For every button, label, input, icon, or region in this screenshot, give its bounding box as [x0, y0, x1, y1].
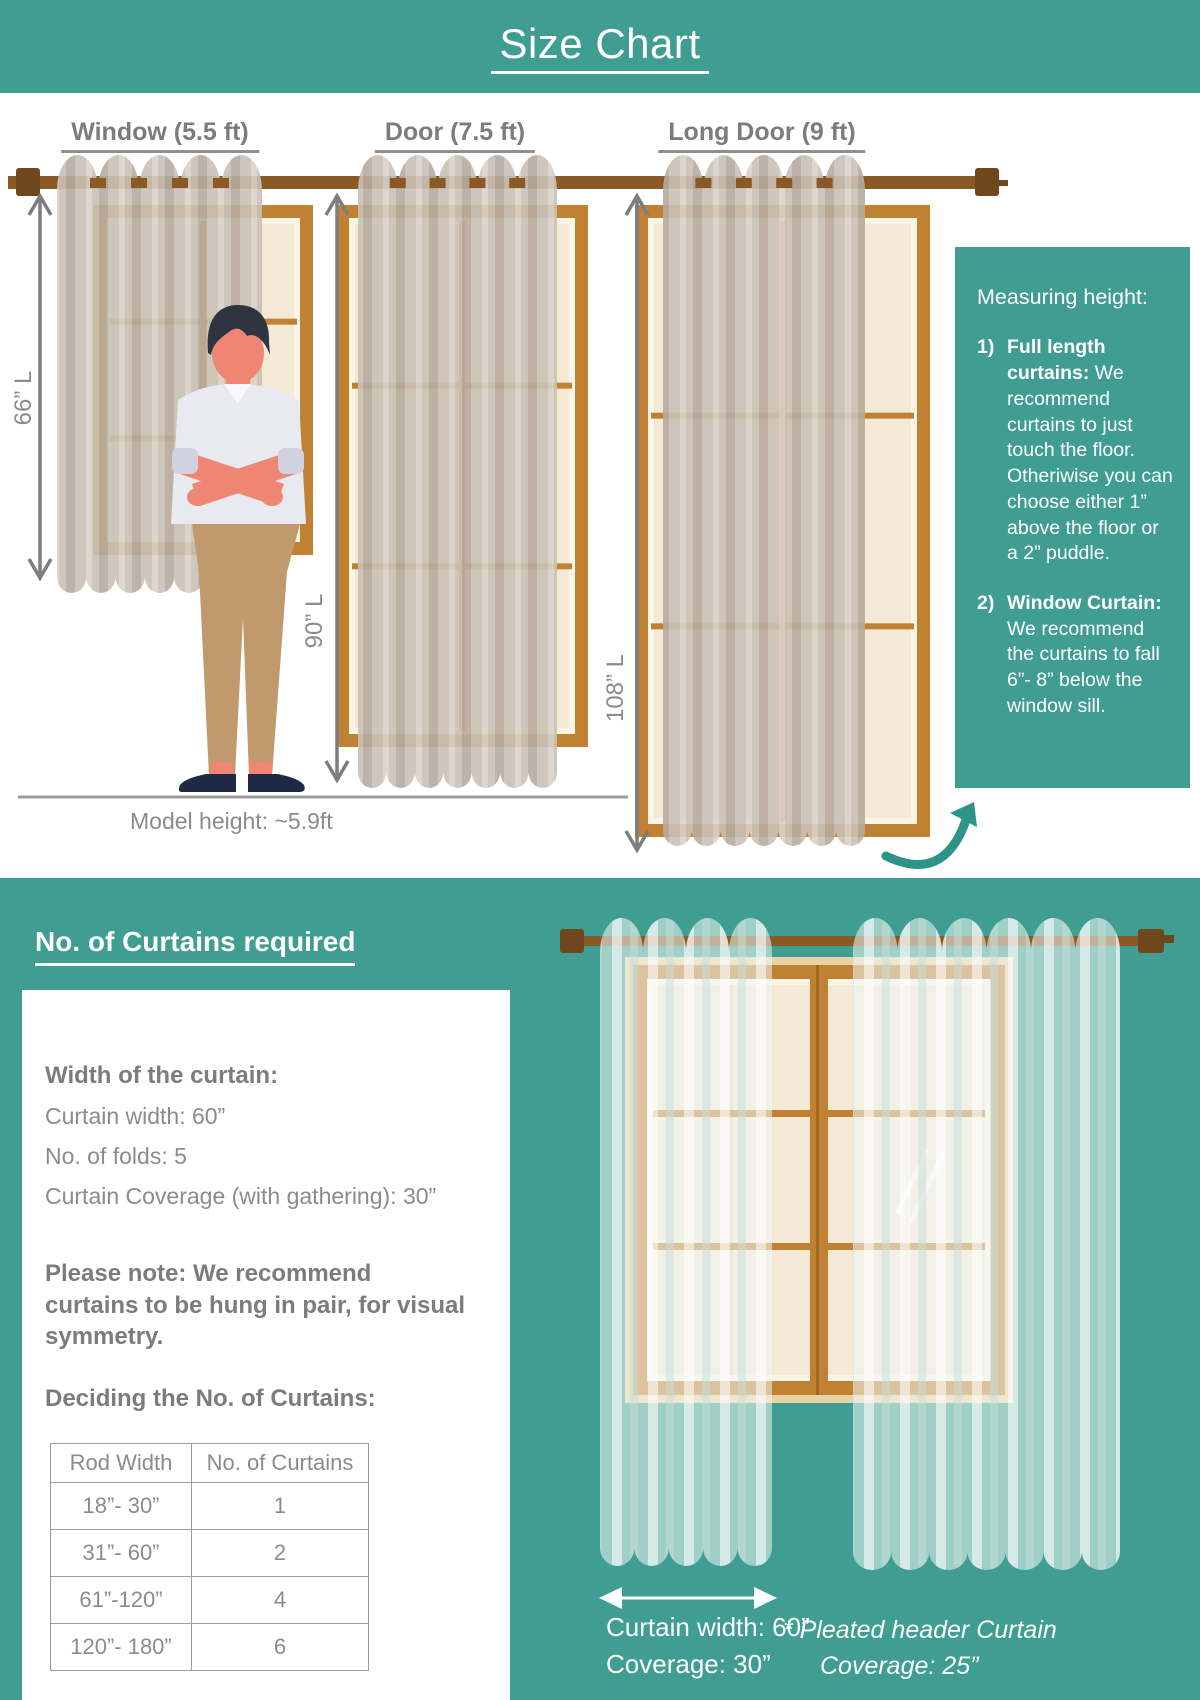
length-label-90: 90” L: [301, 593, 328, 649]
table-row: 18”- 30” 1: [51, 1483, 369, 1530]
length-label-66: 66” L: [10, 370, 37, 426]
table-header-row: [51, 1444, 369, 1483]
length-label-108: 108” L: [602, 653, 629, 723]
page-title: Size Chart: [491, 20, 708, 74]
curtain-width-line: Curtain width: 60”: [45, 1103, 226, 1129]
person-graphic: [171, 305, 306, 792]
illustration-coverage-label: Coverage: 30”: [606, 1649, 771, 1679]
measuring-height-box: [955, 247, 1190, 788]
curtain-count-table: [50, 1443, 369, 1671]
rod-width-header: Rod Width: [51, 1444, 192, 1483]
table-row: 31”- 60” 2: [51, 1530, 369, 1577]
curtain-label-window: Window (5.5 ft): [61, 118, 259, 153]
curtain-label-long-door: Long Door (9 ft): [658, 118, 865, 153]
pleated-note-line2: Coverage: 25”: [820, 1652, 979, 1680]
no-of-curtains-header: No. of Curtains: [192, 1444, 369, 1483]
door-curtain-graphic: [358, 155, 557, 788]
curtain-label-door: Door (7.5 ft): [375, 118, 535, 153]
model-height-note: Model height: ~5.9ft: [130, 808, 333, 834]
measuring-item-2: 2) Window Curtain: We recommend the curtains to fall 6”- 8” below the window sill.: [977, 591, 1162, 717]
measuring-item-1: 1) Full length curtains: We recommend curtains to just touch the floor. Otheriwise you can choose either 1” above the floor or a 2” puddle.: [977, 336, 1173, 565]
illustration-width-label: Curtain width: 60”: [606, 1612, 810, 1642]
measuring-height-title: Measuring height:: [977, 285, 1148, 309]
curtain-rod-graphic: [8, 168, 1008, 196]
dimension-arrow: [326, 196, 348, 780]
long-door-graphic: [635, 205, 930, 837]
window-graphic: [93, 205, 313, 555]
curtains-required-heading: No. of Curtains required: [35, 926, 355, 966]
deciding-title: Deciding the No. of Curtains:: [45, 1385, 376, 1412]
swoosh-arrow-icon: [886, 802, 977, 865]
width-of-curtain-title: Width of the curtain:: [45, 1062, 279, 1089]
long-door-curtain-graphic: [663, 155, 865, 846]
coverage-line: Curtain Coverage (with gathering): 30”: [45, 1183, 437, 1209]
table-row: 61”-120” 4: [51, 1577, 369, 1624]
pleated-note-line1: * Pleated header Curtain: [783, 1616, 1057, 1644]
header-bar: [0, 0, 1200, 93]
folds-line: No. of folds: 5: [45, 1143, 187, 1169]
table-row: 120”- 180” 6: [51, 1624, 369, 1671]
door-graphic: [336, 205, 588, 747]
dimension-arrow: [626, 196, 648, 850]
pair-note: Please note: We recommend curtains to be hung in pair, for visual symmetry.: [45, 1260, 466, 1351]
window-curtain-graphic: [57, 155, 262, 593]
